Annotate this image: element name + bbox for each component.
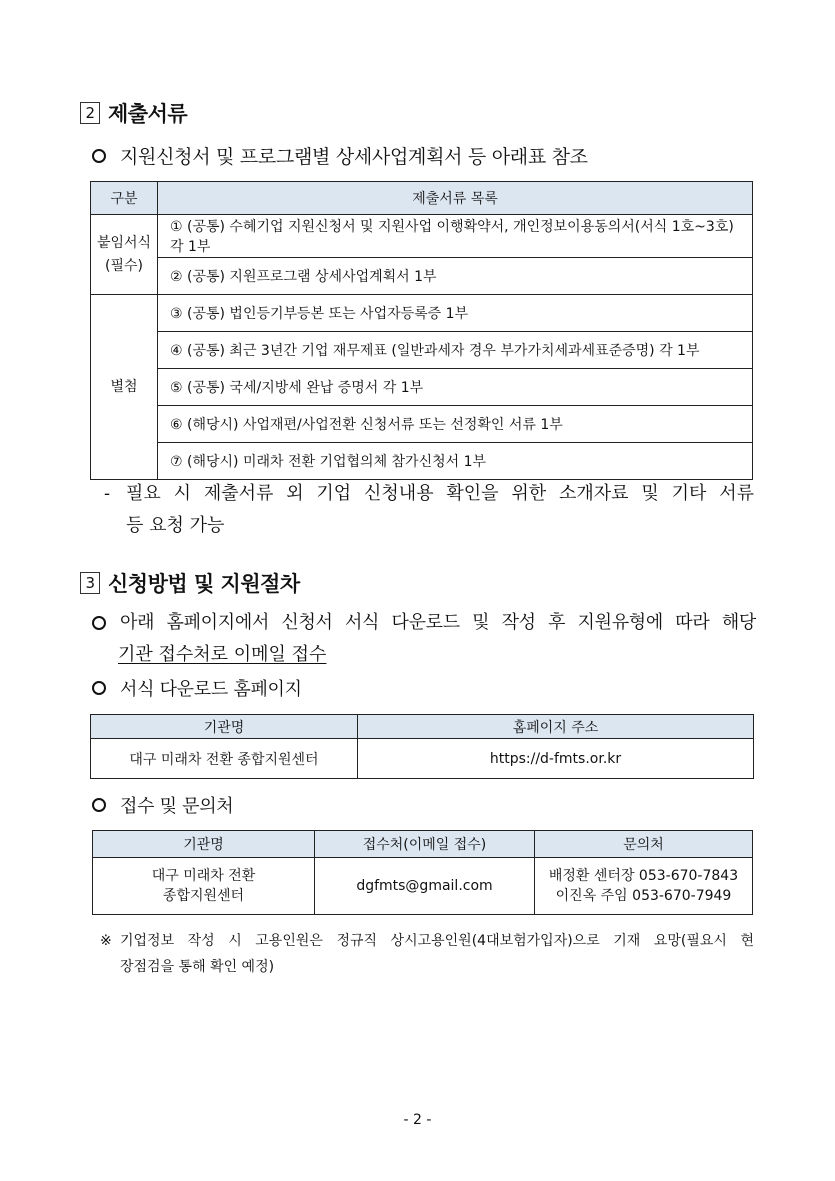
- section-2-note: [104, 478, 754, 542]
- remark-mark: ※: [100, 933, 112, 949]
- header-org: 기관명: [91, 715, 358, 739]
- contact-org-line-2: 종합지원센터: [162, 888, 245, 904]
- header-inquiry: 문의처: [535, 831, 753, 858]
- circle-bullet-icon: [92, 149, 106, 163]
- section-3-title: 신청방법 및 지원절차: [108, 572, 300, 596]
- dash-marker: -: [104, 483, 111, 504]
- document-item: ④ (공통) 최근 3년간 기업 재무제표 (일반과세자 경우 부가가치세과세표준증명) 각 1부: [158, 332, 753, 369]
- section-number-3: 3: [80, 572, 100, 594]
- header-org: 기관명: [93, 831, 315, 858]
- document-item: ③ (공통) 법인등기부등본 또는 사업자등록증 1부: [158, 295, 753, 332]
- documents-table: [90, 181, 753, 480]
- header-document-list: 제출서류 목록: [158, 182, 753, 215]
- document-item: ⑦ (해당시) 미래차 전환 기업협의체 참가신청서 1부: [158, 443, 753, 480]
- section-number-2: 2: [80, 102, 100, 124]
- remark: [100, 928, 754, 980]
- contact-person-2: 이진옥 주임 053-670-7949: [555, 888, 732, 904]
- contact-inquiry: [535, 858, 753, 915]
- contact-person-1: 배정환 센터장 053-670-7843: [548, 868, 739, 884]
- section-3-bullet-1: [92, 607, 756, 671]
- section-3-heading: [80, 568, 300, 598]
- contact-org: [93, 858, 315, 915]
- contact-email-link[interactable]: dgfmts@gmail.com: [315, 858, 535, 915]
- document-item: ⑥ (해당시) 사업재편/사업전환 신청서류 또는 선정확인 서류 1부: [158, 406, 753, 443]
- contact-table: [92, 830, 753, 915]
- circle-bullet-icon: [92, 798, 106, 812]
- document-item: ① (공통) 수혜기업 지원신청서 및 지원사업 이행확약서, 개인정보이용동의서(서식 1호~3호) 각 1부: [158, 215, 753, 258]
- circle-bullet-icon: [92, 681, 106, 695]
- section-2-heading: [80, 98, 187, 128]
- bullet-3-text: 접수 및 문의처: [120, 796, 234, 817]
- header-email: 접수처(이메일 접수): [315, 831, 535, 858]
- note-line-2: 등 요청 가능: [126, 515, 225, 536]
- category-required-forms: 붙임서식 (필수): [91, 215, 158, 295]
- section-2-bullet-text: 지원신청서 및 프로그램별 상세사업계획서 등 아래표 참조: [120, 146, 588, 168]
- remark-line-1: 기업정보 작성 시 고용인원은 정규직 상시고용인원(4대보험가입자)으로 기재 요망(필요시 현: [120, 933, 754, 949]
- circle-bullet-icon: [92, 616, 106, 630]
- remark-line-2: 장점검을 통해 확인 예정): [120, 959, 275, 975]
- category-attachments: 별첨: [91, 295, 158, 480]
- header-homepage: 홈페이지 주소: [358, 715, 754, 739]
- download-org: 대구 미래차 전환 종합지원센터: [91, 739, 358, 779]
- document-item: ⑤ (공통) 국세/지방세 완납 증명서 각 1부: [158, 369, 753, 406]
- header-category: 구분: [91, 182, 158, 215]
- homepage-url-link[interactable]: https://d-fmts.or.kr: [358, 739, 754, 779]
- section-3-bullet-2: [92, 675, 302, 701]
- section-2-title: 제출서류: [108, 102, 188, 126]
- bullet-1-line-1: 아래 홈페이지에서 신청서 서식 다운로드 및 작성 후 지원유형에 따라 해당: [120, 612, 756, 633]
- note-line-1: 필요 시 제출서류 외 기업 신청내용 확인을 위한 소개자료 및 기타 서류: [126, 483, 754, 504]
- section-3-bullet-3: [92, 792, 233, 818]
- bullet-2-text: 서식 다운로드 홈페이지: [120, 679, 302, 700]
- contact-org-line-1: 대구 미래차 전환: [151, 868, 256, 884]
- page-number: - 2 -: [403, 1112, 432, 1128]
- document-item: ② (공통) 지원프로그램 상세사업계획서 1부: [158, 258, 753, 295]
- download-table: [90, 714, 754, 779]
- section-2-bullet: [92, 142, 588, 169]
- bullet-1-line-2: 기관 접수처로 이메일 접수: [118, 644, 327, 665]
